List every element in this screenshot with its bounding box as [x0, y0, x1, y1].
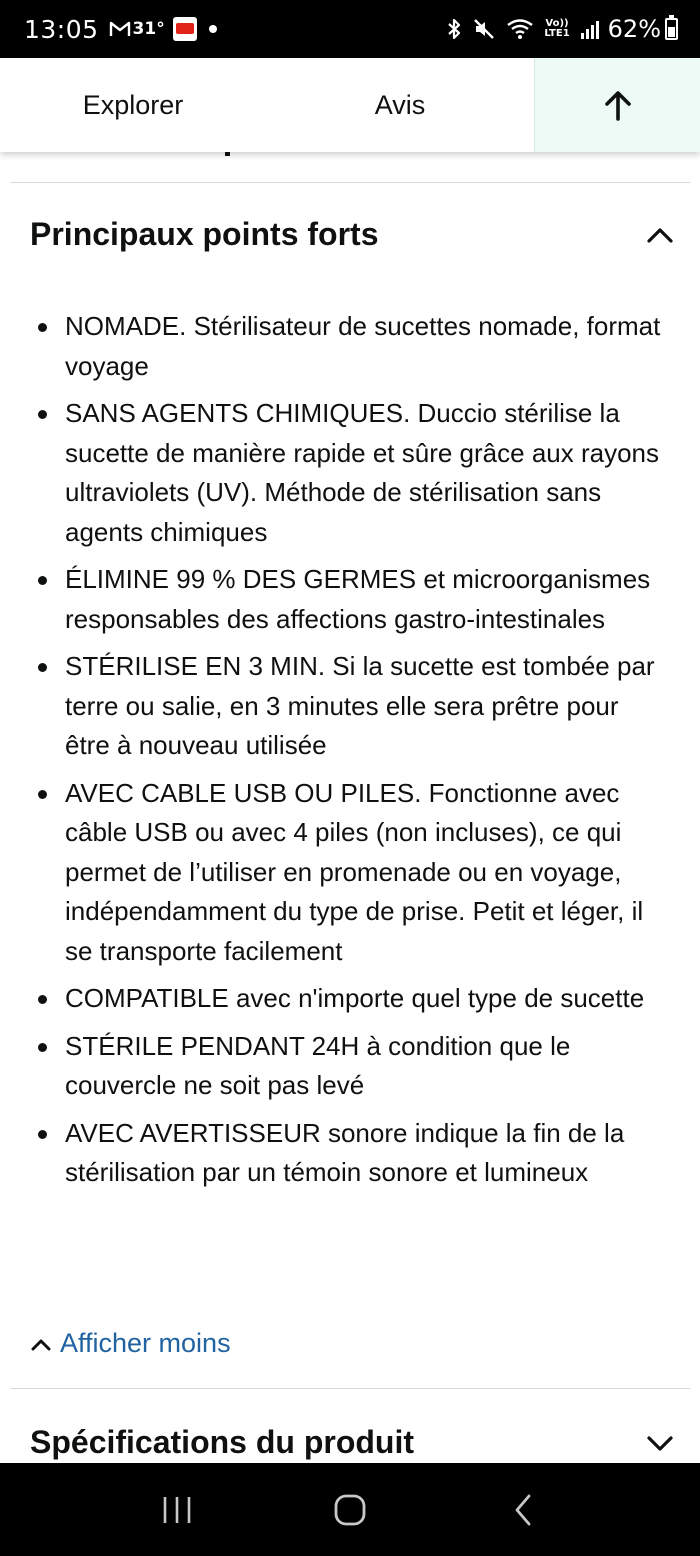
volte-bottom-label: LTE1 [544, 28, 570, 39]
arrow-up-icon [603, 89, 633, 121]
highlights-title: Principaux points forts [30, 216, 379, 252]
divider-bottom [10, 1388, 690, 1389]
highlights-header[interactable] [30, 216, 675, 253]
back-icon [512, 1493, 534, 1527]
list-item: STÉRILISE EN 3 MIN. Si la sucette est tombée par terre ou salie, en 3 minutes elle sera prêtre pour être à nouveau utilisée [0, 647, 700, 766]
status-right [436, 15, 678, 43]
highlights-list [0, 307, 700, 1201]
recent-apps-button[interactable] [147, 1480, 207, 1540]
specs-title: Spécifications du produit [30, 1424, 415, 1460]
chevron-up-small-icon [30, 1337, 52, 1351]
list-item: NOMADE. Stérilisateur de sucettes nomade, format voyage [0, 307, 700, 386]
system-nav-bar [0, 1463, 700, 1556]
battery-percent: 62% [607, 15, 661, 43]
list-item: AVEC AVERTISSEUR sonore indique la fin de la stérilisation par un témoin sonore et lumineux [0, 1114, 700, 1193]
notification-dot [209, 25, 217, 33]
bluetooth-icon [446, 17, 462, 41]
status-time: 13:05 [24, 14, 99, 44]
home-button[interactable] [320, 1480, 380, 1540]
list-item: AVEC CABLE USB OU PILES. Fonctionne avec câble USB ou avec 4 piles (non incluses), ce qui permet de l’utiliser en promenade ou en voyage, indépendamment du type de prise. Petit et léger, il se transporte facilement [0, 774, 700, 972]
status-temperature: 31° [132, 19, 165, 39]
tab-bar [0, 58, 700, 152]
specs-header[interactable] [30, 1424, 675, 1461]
previous-section-cut [225, 152, 230, 156]
chevron-down-icon[interactable] [645, 1432, 675, 1454]
signal-icon [580, 19, 600, 39]
status-left [24, 15, 217, 44]
volte-top-label: Vo)) [545, 18, 569, 29]
gmail-icon [109, 20, 131, 38]
tab-avis[interactable]: Avis [374, 89, 426, 120]
chevron-up-icon[interactable] [645, 224, 675, 246]
divider-top [10, 182, 690, 183]
back-button[interactable] [493, 1480, 553, 1540]
battery-icon [665, 18, 678, 40]
tab-explorer[interactable]: Explorer [82, 89, 184, 120]
volte-icon [544, 19, 569, 39]
status-bar [0, 0, 700, 58]
list-item: COMPATIBLE avec n'importe quel type de sucette [0, 979, 700, 1019]
list-item: SANS AGENTS CHIMIQUES. Duccio stérilise la sucette de manière rapide et sûre grâce aux rayons ultraviolets (UV). Méthode de stérilisation sans agents chimiques [0, 394, 700, 552]
wifi-icon [506, 18, 534, 40]
list-item: STÉRILE PENDANT 24H à condition que le couvercle ne soit pas levé [0, 1027, 700, 1106]
recent-apps-icon [161, 1495, 193, 1525]
show-less-link[interactable] [30, 1328, 231, 1359]
show-less-label: Afficher moins [60, 1328, 231, 1358]
mute-icon [472, 17, 496, 41]
list-item: ÉLIMINE 99 % DES GERMES et microorganismes responsables des affections gastro-intestinales [0, 560, 700, 639]
scroll-to-top-button[interactable] [534, 58, 700, 152]
home-icon [333, 1493, 367, 1527]
app-notification-icon [173, 17, 197, 41]
